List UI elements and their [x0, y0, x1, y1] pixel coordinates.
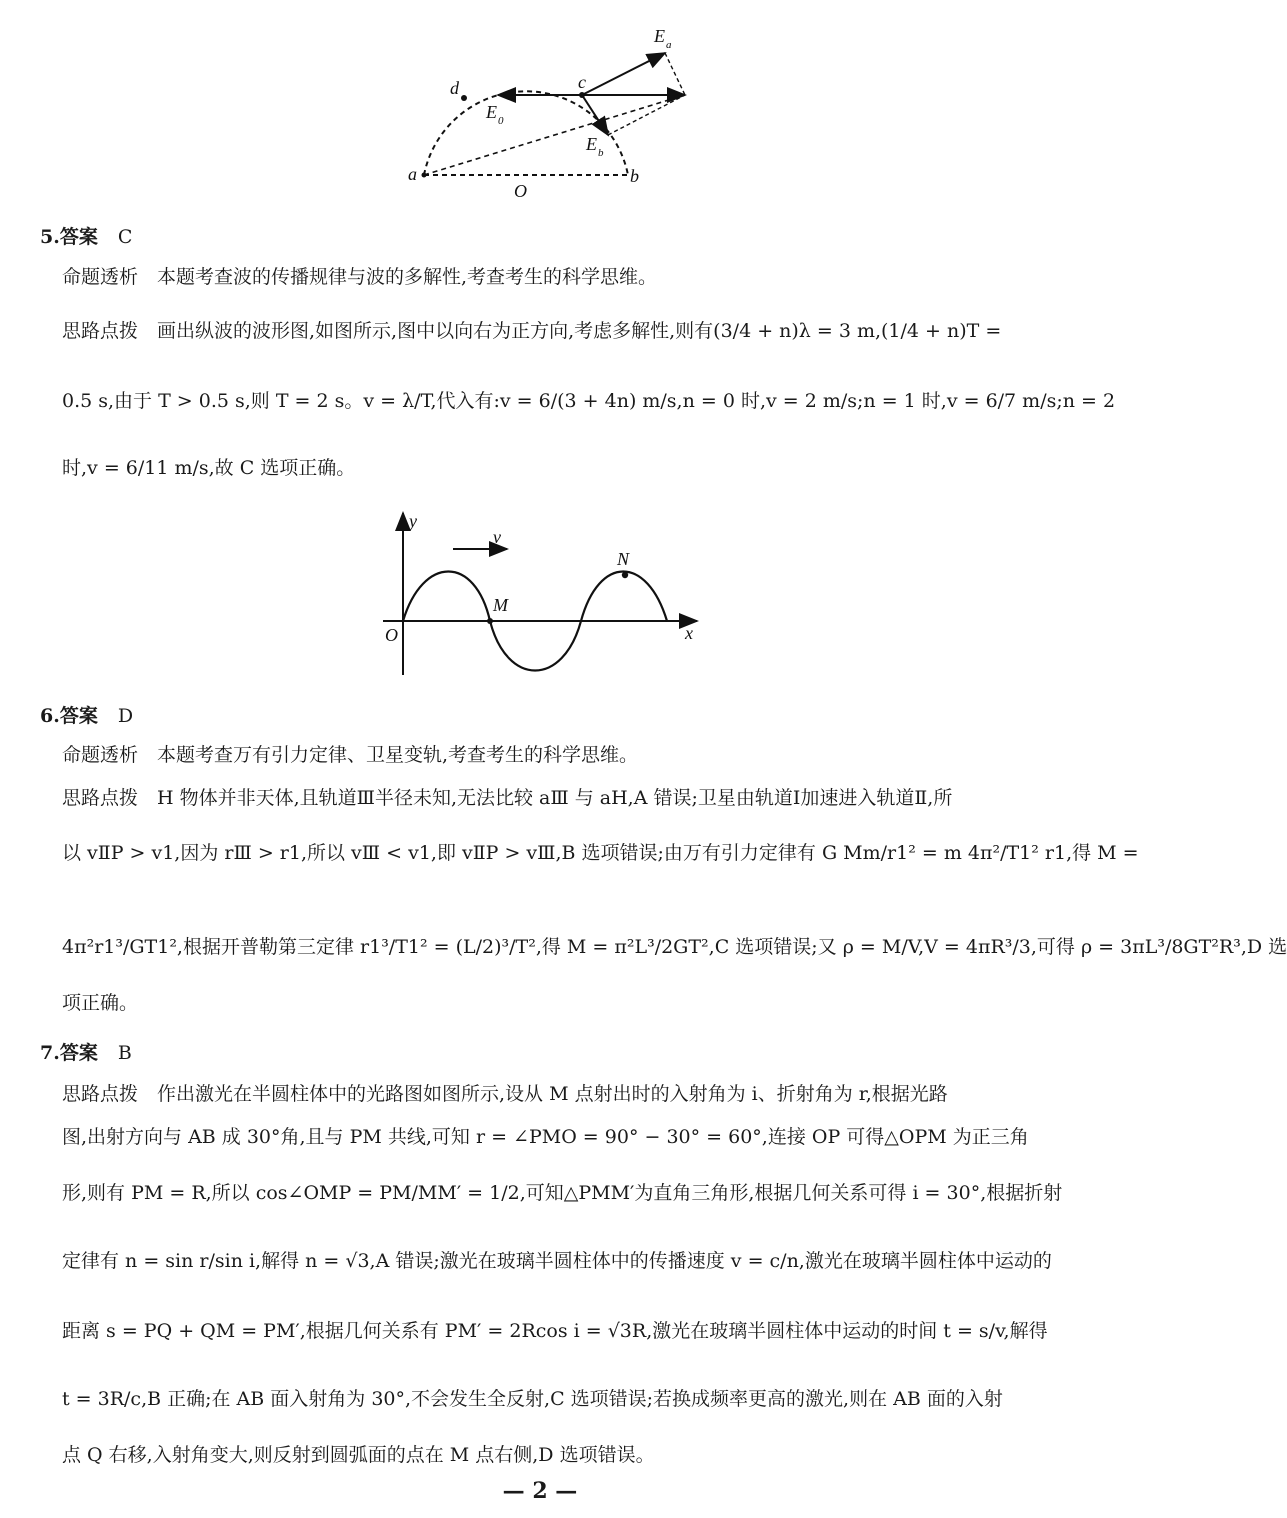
wave-label-y: y: [409, 511, 417, 531]
q7-line-2: 图,出射方向与 AB 成 30°角,且与 PM 共线,可知 r = ∠PMO = 90° − 30° = 60°,连接 OP 可得△OPM 为正三角: [62, 1126, 1029, 1148]
q5-line-4: 时,v = 6/11 m/s,故 C 选项正确。: [62, 457, 356, 479]
q5-line-1: 命题透析 本题考查波的传播规律与波的多解性,考查考生的科学思维。: [62, 266, 658, 288]
wave-label-N: N: [617, 549, 630, 569]
q6-line-1: 命题透析 本题考查万有引力定律、卫星变轨,考查考生的科学思维。: [62, 744, 639, 766]
q7-number: 7.: [40, 1042, 60, 1064]
label-E0: E: [486, 102, 497, 122]
wave-label-O: O: [385, 625, 398, 645]
q7-line-7: 点 Q 右移,入射角变大,则反射到圆弧面的点在 M 点右侧,D 选项错误。: [62, 1444, 655, 1466]
label-Ea: E: [654, 26, 665, 46]
semicircle-field-figure: [400, 20, 700, 205]
q6-answer-label: 答案: [59, 705, 98, 727]
label-d: d: [450, 78, 459, 98]
page-number: — 2 —: [502, 1478, 578, 1504]
label-Eb-sub: b: [598, 147, 604, 159]
q5-answer: C: [117, 226, 133, 248]
q7-line-6: t = 3R/c,B 正确;在 AB 面入射角为 30°,不会发生全反射,C 选项错误;若换成频率更高的激光,则在 AB 面的入射: [62, 1388, 1003, 1410]
wave-label-x: x: [685, 623, 693, 643]
label-Eb: E: [586, 134, 597, 154]
q6-number: 6.: [40, 705, 60, 727]
q7-answer: B: [117, 1042, 132, 1064]
wave-figure: [375, 505, 705, 685]
q5-line-2: 思路点拨 画出纵波的波形图,如图所示,图中以向右为正方向,考虑多解性,则有(3/4 + n)λ = 3 m,(1/4 + n)T =: [62, 320, 1002, 342]
q6-line-3: 以 vⅡP > v1,因为 rⅢ > r1,所以 vⅢ < v1,即 vⅡP > vⅢ,B 选项错误;由万有引力定律有 G Mm/r1² = m 4π²/T1² r1,得 M =: [62, 842, 1139, 864]
q7-heading: [40, 1038, 132, 1065]
q6-heading: [40, 701, 133, 728]
q5-answer-label: 答案: [59, 226, 98, 248]
q7-line-4: 定律有 n = sin r/sin i,解得 n = √3,A 错误;激光在玻璃半圆柱体中的传播速度 v = c/n,激光在玻璃半圆柱体中运动的: [62, 1250, 1052, 1272]
label-a: a: [408, 164, 417, 184]
wave-label-M: M: [493, 595, 508, 615]
q7-line-3: 形,则有 PM = R,所以 cos∠OMP = PM/MM′ = 1/2,可知△PMM′为直角三角形,根据几何关系可得 i = 30°,根据折射: [62, 1182, 1063, 1204]
q7-line-5: 距离 s = PQ + QM = PM′,根据几何关系有 PM′ = 2Rcos i = √3R,激光在玻璃半圆柱体中运动的时间 t = s/v,解得: [62, 1320, 1048, 1342]
q6-answer: D: [117, 705, 134, 727]
q6-line-2: 思路点拨 H 物体并非天体,且轨道Ⅲ半径未知,无法比较 aⅢ 与 aH,A 错误;卫星由轨道Ⅰ加速进入轨道Ⅱ,所: [62, 787, 953, 809]
q7-answer-label: 答案: [59, 1042, 98, 1064]
q5-number: 5.: [40, 226, 60, 248]
label-b: b: [630, 166, 639, 186]
q6-line-4: 4π²r1³/GT1²,根据开普勒第三定律 r1³/T1² = (L/2)³/T²,得 M = π²L³/2GT²,C 选项错误;又 ρ = M/V,V = 4πR³/3,可得 ρ = 3πL³/8GT²R³,D 选: [62, 936, 1287, 958]
label-O: O: [514, 181, 527, 201]
label-E0-sub: 0: [498, 115, 504, 127]
q6-line-5: 项正确。: [62, 992, 139, 1014]
label-c: c: [578, 72, 586, 92]
q7-line-1: 思路点拨 作出激光在半圆柱体中的光路图如图所示,设从 M 点射出时的入射角为 i、折射角为 r,根据光路: [62, 1083, 948, 1105]
wave-label-v: v: [493, 527, 501, 547]
label-Ea-sub: a: [666, 39, 672, 51]
q5-line-3: 0.5 s,由于 T > 0.5 s,则 T = 2 s。v = λ/T,代入有:v = 6/(3 + 4n) m/s,n = 0 时,v = 2 m/s;n = 1 时,v = 6/7 m/s;n = 2: [62, 390, 1116, 412]
q5-heading: [40, 222, 132, 249]
